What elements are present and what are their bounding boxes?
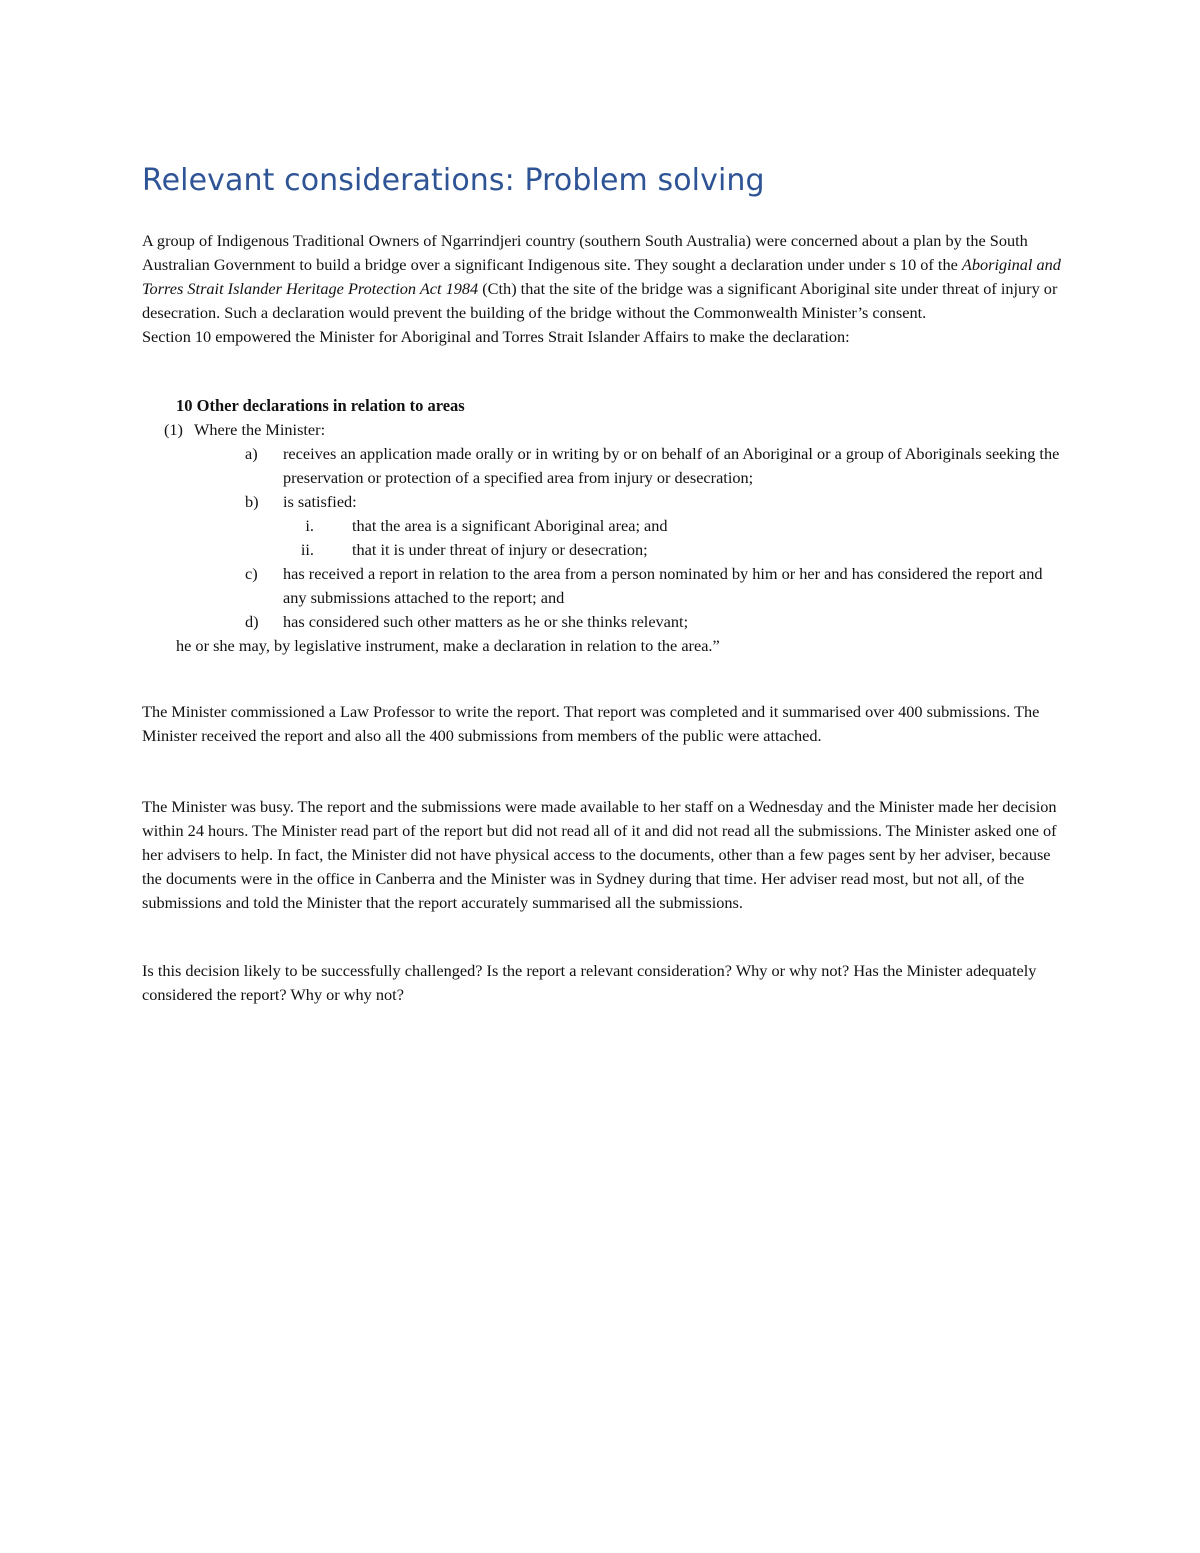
list-item-text: is satisfied: bbox=[283, 492, 357, 511]
section-closing: he or she may, by legislative instrument, make a declaration in relation to the area.” bbox=[176, 636, 720, 655]
intro-text-part2: (Cth) that the site of the bridge was a significant Aboriginal site under threat of injury or desecration. Such a declaration would prevent the building of the bridge without the Commonwealth Minister’s consent. bbox=[142, 279, 1058, 322]
intro-paragraph bbox=[142, 229, 1062, 325]
list-item-label: a) bbox=[245, 444, 258, 463]
paragraph-questions: Is this decision likely to be successfully challenged? Is the report a relevant consideration? Why or why not? Has the Minister adequately considered the report? Why or why not? bbox=[142, 961, 1037, 1004]
sub-list-item-ii bbox=[300, 538, 1062, 562]
list-item-c bbox=[245, 562, 1062, 610]
sub-list-item-label: ii. bbox=[300, 540, 314, 559]
sub-list-item-label: i. bbox=[305, 516, 314, 535]
list-item-d bbox=[245, 610, 1062, 634]
page-title: Relevant considerations: Problem solving bbox=[142, 163, 765, 198]
list-item-b bbox=[245, 490, 1062, 514]
section-intro: Section 10 empowered the Minister for Aboriginal and Torres Strait Islander Affairs to make the declaration: bbox=[142, 327, 850, 346]
paragraph-report: The Minister commissioned a Law Professor to write the report. That report was completed and it summarised over 400 submissions. The Minister received the report and also all the 400 submissions from members of the public were attached. bbox=[142, 702, 1040, 745]
section-heading: 10 Other declarations in relation to areas bbox=[176, 396, 465, 415]
sub-list-item-text: that it is under threat of injury or desecration; bbox=[352, 540, 648, 559]
list-item-text: receives an application made orally or in writing by or on behalf of an Aboriginal or a group of Aboriginals seeking the preservation or protection of a specified area from injury or desecration; bbox=[283, 444, 1060, 487]
act-name: Aboriginal and Torres Strait Islander Heritage Protection Act 1984 bbox=[142, 255, 1061, 298]
paragraph-minister-busy: The Minister was busy. The report and the submissions were made available to her staff on a Wednesday and the Minister made her decision within 24 hours. The Minister read part of the report but did not read all of it and did not read all the submissions. The Minister asked one of her advisers to help. In fact, the Minister did not have physical access to the documents, other than a few pages sent by her adviser, because the documents were in the office in Canberra and the Minister was in Sydney during that time. Her adviser read most, but not all, of the submissions and told the Minister that the report accurately summarised all the submissions. bbox=[142, 797, 1057, 912]
list-item-text: has received a report in relation to the area from a person nominated by him or her and has considered the report and any submissions attached to the report; and bbox=[283, 564, 1043, 607]
list-item-label: b) bbox=[245, 492, 259, 511]
subsection-1 bbox=[164, 418, 1062, 442]
list-item-label: c) bbox=[245, 564, 258, 583]
sub-list-item-i bbox=[305, 514, 1062, 538]
list-item-text: has considered such other matters as he or she thinks relevant; bbox=[283, 612, 689, 631]
list-item-label: d) bbox=[245, 612, 259, 631]
list-item-a bbox=[245, 442, 1062, 490]
intro-text-part1: A group of Indigenous Traditional Owners of Ngarrindjeri country (southern South Australia) were concerned about a plan by the South Australian Government to build a bridge over a significant Indigenous site. They sought a declaration under under s 10 of the bbox=[142, 231, 1028, 274]
sub-list-item-text: that the area is a significant Aboriginal area; and bbox=[352, 516, 668, 535]
subsection-text: Where the Minister: bbox=[194, 420, 326, 439]
legislation-extract bbox=[142, 394, 1062, 658]
intro-block bbox=[142, 229, 1062, 349]
subsection-number: (1) bbox=[164, 420, 183, 439]
